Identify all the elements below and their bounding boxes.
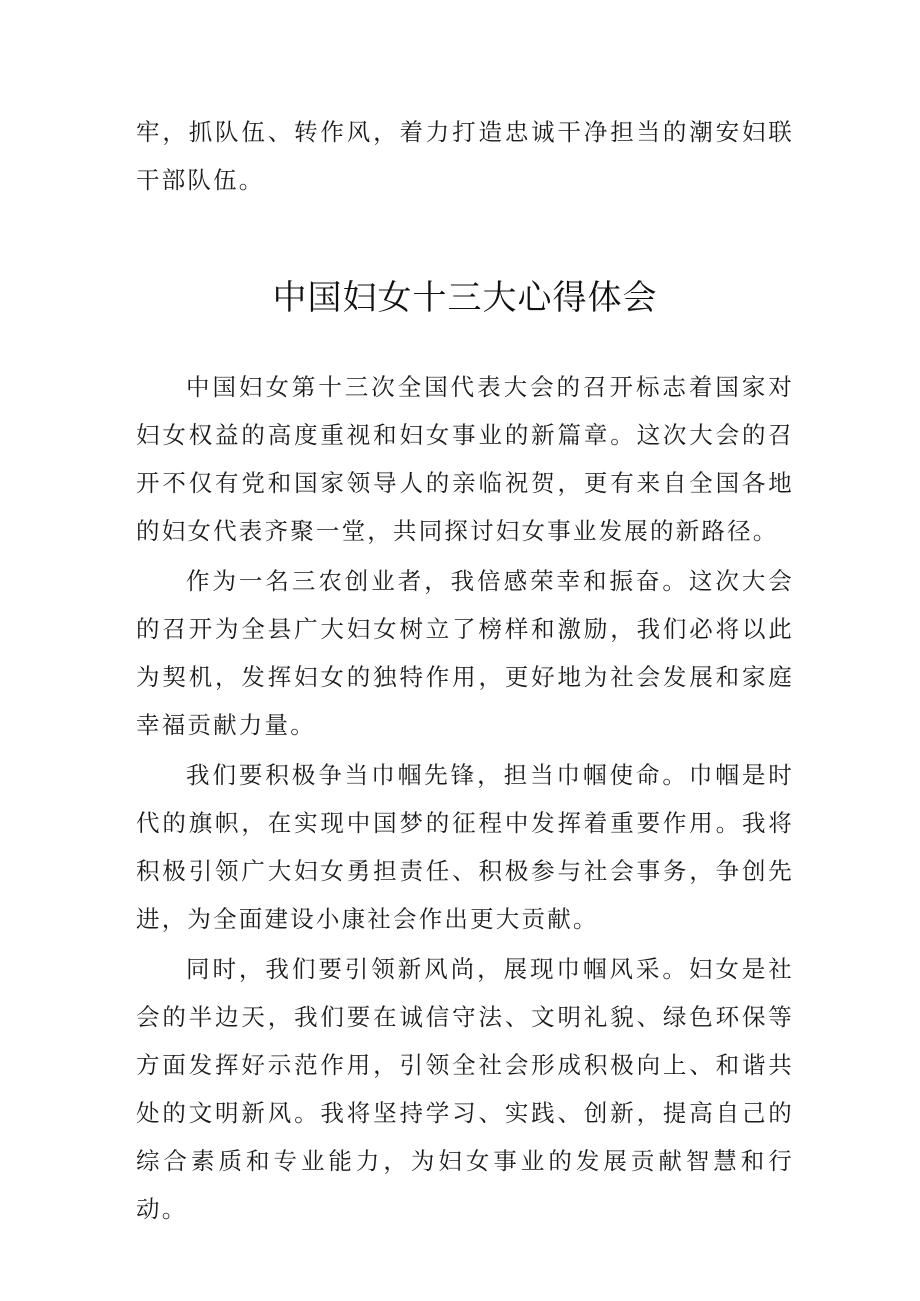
paragraph-2: 作为一名三农创业者，我倍感荣幸和振奋。这次大会的召开为全县广大妇女树立了榜样和激励，我们必将以此为契机，发挥妇女的独特作用，更好地为社会发展和家庭幸福贡献力量。 bbox=[136, 567, 794, 739]
paragraph-4: 同时，我们要引领新风尚，展现巾帼风采。妇女是社会的半边天，我们要在诚信守法、文明礼貌、绿色环保等方面发挥好示范作用，引领全社会形成积极向上、和谐共处的文明新风。我将坚持学习、实践、创新，提高自己的综合素质和专业能力，为妇女事业的发展贡献智慧和行动。 bbox=[136, 955, 794, 1223]
paragraph-3: 我们要积极争当巾帼先锋，担当巾帼使命。巾帼是时代的旗帜，在实现中国梦的征程中发挥着重要作用。我将积极引领广大妇女勇担责任、积极参与社会事务，争创先进，为全面建设小康社会作出更大贡献。 bbox=[136, 761, 794, 933]
document-body bbox=[136, 108, 794, 1233]
document-title: 中国妇女十三大心得体会 bbox=[272, 278, 658, 318]
paragraph-1: 中国妇女第十三次全国代表大会的召开标志着国家对妇女权益的高度重视和妇女事业的新篇章。这次大会的召开不仅有党和国家领导人的亲临祝贺，更有来自全国各地的妇女代表齐聚一堂，共同探讨妇女事业发展的新路径。 bbox=[136, 373, 794, 545]
intro-fragment: 牢，抓队伍、转作风，着力打造忠诚干净担当的潮安妇联干部队伍。 bbox=[136, 118, 794, 194]
